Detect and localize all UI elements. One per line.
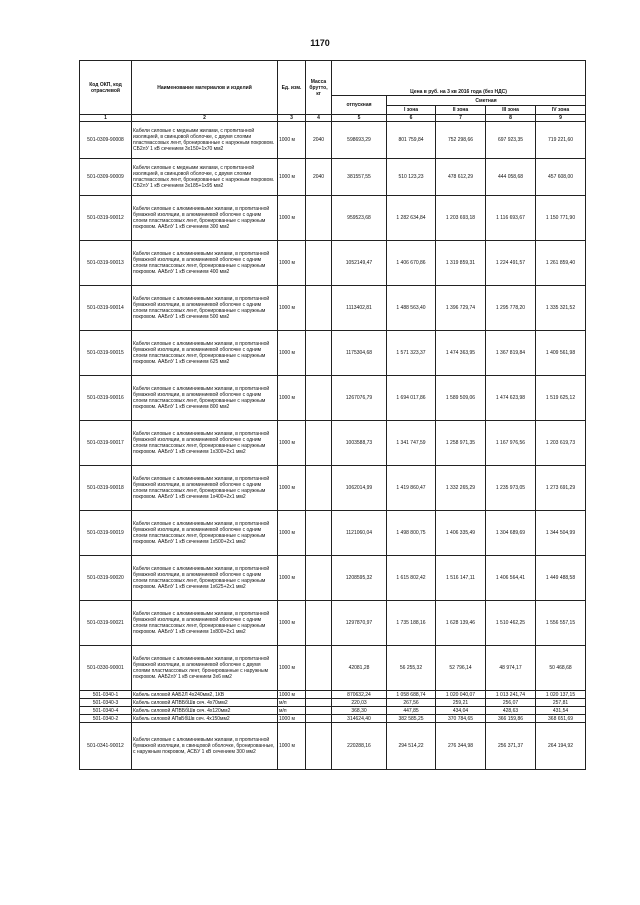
cell-release: 42081,28 — [332, 646, 387, 691]
cell-mass — [306, 723, 332, 770]
cell-unit: 1000 м — [278, 196, 306, 241]
cell-zone-1: 1 488 563,40 — [387, 286, 436, 331]
column-index: 8 — [486, 115, 536, 122]
table-row — [80, 466, 586, 511]
cell-zone-1: 447,85 — [387, 707, 436, 715]
cell-code: 501-0341-90012 — [80, 723, 132, 770]
table-row — [80, 241, 586, 286]
cell-unit: 1000 м — [278, 286, 306, 331]
table-row — [80, 715, 586, 723]
cell-zone-1: 56 255,32 — [387, 646, 436, 691]
table-row — [80, 376, 586, 421]
header-zone-3: III зона — [486, 106, 536, 115]
cell-zone-3: 366 159,86 — [486, 715, 536, 723]
column-index: 9 — [536, 115, 586, 122]
table-row — [80, 691, 586, 699]
cell-zone-1: 1 498 800,75 — [387, 511, 436, 556]
cell-code: 501-0340-4 — [80, 707, 132, 715]
cell-name: Кабели силовые с алюминиевыми жилами, в пропитанной бумажной изоляции, в алюминиевой оболочке с одним слоем пластмассовых лент, бронированные с наружным покровом. ААБлУ 1 кВ сечением 1х625+2х1 мм2 — [132, 556, 278, 601]
cell-code: 501-0319-90017 — [80, 421, 132, 466]
cell-mass — [306, 196, 332, 241]
cell-zone-4: 1 335 321,52 — [536, 286, 586, 331]
cell-zone-1: 382 585,25 — [387, 715, 436, 723]
cell-unit: 1000 м — [278, 241, 306, 286]
cell-code: 501-0319-90018 — [80, 466, 132, 511]
cell-release: 1208595,32 — [332, 556, 387, 601]
cell-zone-2: 1 319 859,31 — [436, 241, 486, 286]
column-index: 7 — [436, 115, 486, 122]
cell-zone-2: 1 589 509,06 — [436, 376, 486, 421]
cell-zone-1: 294 514,22 — [387, 723, 436, 770]
cell-mass — [306, 691, 332, 699]
cell-unit: 1000 м — [278, 646, 306, 691]
cell-zone-3: 1 304 689,69 — [486, 511, 536, 556]
cell-zone-4: 50 468,68 — [536, 646, 586, 691]
cell-zone-4: 1 449 488,58 — [536, 556, 586, 601]
cell-code: 501-0340-3 — [80, 699, 132, 707]
cell-name: Кабели силовые с алюминиевыми жилами, в пропитанной бумажной изоляции, в алюминиевой оболочке с одним слоем пластмассовых лент, бронированные с наружным покровом. ААБлУ 1 кВ сечением 400 мм2 — [132, 241, 278, 286]
cell-unit: 1000 м — [278, 723, 306, 770]
cell-release: 1062014,99 — [332, 466, 387, 511]
table-row — [80, 122, 586, 159]
header-estimate: Сметная — [387, 96, 586, 106]
cell-release: 1003588,73 — [332, 421, 387, 466]
cell-zone-3: 256 371,37 — [486, 723, 536, 770]
cell-mass — [306, 286, 332, 331]
cell-name: Кабель силовой ААБ2Л 4х240мм2, 1КВ — [132, 691, 278, 699]
cell-zone-4: 1 344 504,99 — [536, 511, 586, 556]
cell-release: 1175304,68 — [332, 331, 387, 376]
cell-mass — [306, 511, 332, 556]
cell-mass — [306, 556, 332, 601]
cell-zone-1: 801 759,84 — [387, 122, 436, 159]
cell-mass — [306, 646, 332, 691]
cell-code: 501-0319-90012 — [80, 196, 132, 241]
cell-name: Кабели силовые с алюминиевыми жилами, в пропитанной бумажной изоляции, в алюминиевой оболочке с одним слоем пластмассовых лент, бронированные с наружным покровом. ААБлУ 1 кВ сечением 500 мм2 — [132, 286, 278, 331]
table-row — [80, 707, 586, 715]
cell-name: Кабель силовой АПвБбШв сеч. 4х150мм2 — [132, 715, 278, 723]
cell-name: Кабели силовые с алюминиевыми жилами, в пропитанной бумажной изоляции, в алюминиевой оболочке с одним слоем пластмассовых лент, бронированные с наружным покровом. ААБлУ 1 кВ сечением 1х500+2х1 мм2 — [132, 511, 278, 556]
table-row — [80, 159, 586, 196]
cell-name: Кабели силовые с медными жилами, с пропитанной изоляцией, в свинцовой оболочке, с двумя слоями пластмассовых лент, бронированные с наружным покровом. СБ2лУ 1 кВ сечением 3х150+1х70 мм2 — [132, 122, 278, 159]
cell-unit: 1000 м — [278, 421, 306, 466]
cell-code: 501-0340-2 — [80, 715, 132, 723]
cell-zone-2: 52 796,14 — [436, 646, 486, 691]
table-row — [80, 511, 586, 556]
cell-release: 220,03 — [332, 699, 387, 707]
cell-zone-2: 434,04 — [436, 707, 486, 715]
cell-unit: 1000 м — [278, 122, 306, 159]
cell-mass — [306, 707, 332, 715]
cell-zone-4: 1 556 557,15 — [536, 601, 586, 646]
cell-zone-1: 1 615 802,42 — [387, 556, 436, 601]
cell-unit: м/п — [278, 707, 306, 715]
cell-zone-3: 1 235 973,05 — [486, 466, 536, 511]
cell-zone-4: 257,81 — [536, 699, 586, 707]
cell-name: Кабели силовые с алюминиевыми жилами, в пропитанной бумажной изоляции, в алюминиевой оболочке с одним слоем пластмассовых лент, бронированные с наружным покровом. ААБлУ 1 кВ сечением 1х300+2х1 мм2 — [132, 421, 278, 466]
column-index: 1 — [80, 115, 132, 122]
cell-unit: 1000 м — [278, 159, 306, 196]
cell-zone-3: 1 474 623,98 — [486, 376, 536, 421]
cell-mass — [306, 421, 332, 466]
cell-name: Кабели силовые с алюминиевыми жилами, в пропитанной бумажной изоляции, в алюминиевой оболочке с одним слоем пластмассовых лент, бронированные с наружным покровом. ААБлУ 1 кВ сечением 1х400+2х1 мм2 — [132, 466, 278, 511]
cell-unit: 1000 м — [278, 376, 306, 421]
cell-zone-4: 457 608,00 — [536, 159, 586, 196]
cell-zone-1: 1 419 860,47 — [387, 466, 436, 511]
cell-zone-4: 264 194,92 — [536, 723, 586, 770]
cell-zone-2: 370 784,65 — [436, 715, 486, 723]
table-row — [80, 699, 586, 707]
cell-unit: 1000 м — [278, 601, 306, 646]
cell-release: 381557,55 — [332, 159, 387, 196]
cell-name: Кабели силовые с алюминиевыми жилами, в пропитанной бумажной изоляции, в свинцовой оболочке, бронированные, с наружным покровом, АСБУ 1 кВ сечением 300 мм2 — [132, 723, 278, 770]
cell-zone-4: 1 150 771,90 — [536, 196, 586, 241]
price-table — [79, 60, 586, 770]
table-row — [80, 646, 586, 691]
cell-unit: 1000 м — [278, 331, 306, 376]
cell-zone-4: 719 221,60 — [536, 122, 586, 159]
table-row — [80, 556, 586, 601]
table-row — [80, 421, 586, 466]
cell-name: Кабели силовые с алюминиевыми жилами, в пропитанной бумажной изоляции, в алюминиевой оболочке с двумя слоями пластмассовых лент, бронированные с наружным покровом. ААБ2лУ 1 кВ сечением 3х6 мм2 — [132, 646, 278, 691]
cell-mass — [306, 241, 332, 286]
cell-zone-2: 752 298,66 — [436, 122, 486, 159]
cell-mass: 2040 — [306, 122, 332, 159]
cell-zone-2: 1 020 040,07 — [436, 691, 486, 699]
cell-code: 501-0340-1 — [80, 691, 132, 699]
header-zone-1: I зона — [387, 106, 436, 115]
cell-name: Кабели силовые с алюминиевыми жилами, в пропитанной бумажной изоляции, в алюминиевой оболочке с одним слоем пластмассовых лент, бронированные с наружным покровом. ААБлУ 1 кВ сечением 1х800+2х1 мм2 — [132, 601, 278, 646]
cell-mass — [306, 331, 332, 376]
cell-mass — [306, 376, 332, 421]
cell-code: 501-0309-90009 — [80, 159, 132, 196]
header-release: отпускная — [332, 96, 387, 115]
cell-zone-4: 1 409 561,98 — [536, 331, 586, 376]
table-row — [80, 331, 586, 376]
cell-code: 501-0319-90013 — [80, 241, 132, 286]
cell-release: 220288,16 — [332, 723, 387, 770]
column-index-row — [80, 115, 586, 122]
cell-code: 501-0319-90021 — [80, 601, 132, 646]
column-index: 5 — [332, 115, 387, 122]
header-name: Наименование материалов и изделий — [132, 61, 278, 115]
column-index: 2 — [132, 115, 278, 122]
cell-zone-2: 259,21 — [436, 699, 486, 707]
cell-zone-1: 1 341 747,59 — [387, 421, 436, 466]
cell-release: 1113402,81 — [332, 286, 387, 331]
cell-zone-4: 1 273 691,29 — [536, 466, 586, 511]
cell-mass — [306, 601, 332, 646]
cell-name: Кабели силовые с алюминиевыми жилами, в пропитанной бумажной изоляции, в алюминиевой оболочке с одним слоем пластмассовых лент, бронированные с наружным покровом. ААБлУ 1 кВ сечением 800 мм2 — [132, 376, 278, 421]
header-zone-2: II зона — [436, 106, 486, 115]
cell-release: 368,30 — [332, 707, 387, 715]
cell-mass — [306, 466, 332, 511]
cell-release: 314624,40 — [332, 715, 387, 723]
header-zone-4: IV зона — [536, 106, 586, 115]
cell-zone-3: 1 295 778,20 — [486, 286, 536, 331]
cell-zone-1: 1 406 670,86 — [387, 241, 436, 286]
cell-release: 1267076,79 — [332, 376, 387, 421]
cell-mass: 2040 — [306, 159, 332, 196]
cell-name: Кабели силовые с алюминиевыми жилами, в пропитанной бумажной изоляции, в алюминиевой оболочке с одним слоем пластмассовых лент, бронированные с наружным покровом. ААБлУ 1 кВ сечением 300 мм2 — [132, 196, 278, 241]
cell-code: 501-0319-90014 — [80, 286, 132, 331]
cell-zone-3: 1 367 819,84 — [486, 331, 536, 376]
table-row — [80, 723, 586, 770]
cell-unit: 1000 м — [278, 466, 306, 511]
cell-zone-1: 267,56 — [387, 699, 436, 707]
cell-zone-2: 478 612,29 — [436, 159, 486, 196]
cell-release: 1121060,04 — [332, 511, 387, 556]
cell-code: 501-0319-90019 — [80, 511, 132, 556]
cell-zone-3: 48 974,17 — [486, 646, 536, 691]
cell-zone-2: 1 203 693,18 — [436, 196, 486, 241]
cell-zone-2: 1 474 363,95 — [436, 331, 486, 376]
cell-name: Кабель силовой АПВБбШв сеч. 4х120мм2 — [132, 707, 278, 715]
cell-zone-1: 1 694 017,86 — [387, 376, 436, 421]
cell-mass — [306, 699, 332, 707]
cell-release: 870632,24 — [332, 691, 387, 699]
table-row — [80, 601, 586, 646]
cell-release: 1297870,97 — [332, 601, 387, 646]
cell-zone-4: 1 020 137,15 — [536, 691, 586, 699]
cell-zone-3: 1 224 491,57 — [486, 241, 536, 286]
table-row — [80, 286, 586, 331]
cell-mass — [306, 715, 332, 723]
cell-zone-1: 510 123,23 — [387, 159, 436, 196]
cell-zone-3: 444 058,68 — [486, 159, 536, 196]
cell-zone-3: 697 923,35 — [486, 122, 536, 159]
cell-zone-2: 1 406 335,49 — [436, 511, 486, 556]
header-mass: Масса брутто, кг — [306, 61, 332, 115]
column-index: 4 — [306, 115, 332, 122]
cell-code: 501-0319-90015 — [80, 331, 132, 376]
cell-unit: 1000 м — [278, 511, 306, 556]
cell-zone-2: 1 628 139,46 — [436, 601, 486, 646]
header-unit: Ед. изм. — [278, 61, 306, 115]
header-price-group: Цена в руб. на 3 кв 2016 года (без НДС) — [332, 61, 586, 96]
header-code: Код ОКП, код отраслевой — [80, 61, 132, 115]
cell-zone-4: 431,54 — [536, 707, 586, 715]
cell-release: 598693,29 — [332, 122, 387, 159]
cell-zone-2: 1 516 147,11 — [436, 556, 486, 601]
cell-zone-4: 1 203 619,73 — [536, 421, 586, 466]
cell-zone-3: 1 013 241,74 — [486, 691, 536, 699]
cell-zone-4: 1 519 625,12 — [536, 376, 586, 421]
column-index: 6 — [387, 115, 436, 122]
cell-zone-4: 1 261 859,40 — [536, 241, 586, 286]
cell-zone-2: 1 258 971,35 — [436, 421, 486, 466]
cell-zone-3: 1 116 693,67 — [486, 196, 536, 241]
cell-unit: 1000 м — [278, 556, 306, 601]
cell-name: Кабель силовой АПВБбШв сеч. 4х70мм2 — [132, 699, 278, 707]
cell-zone-1: 1 571 323,37 — [387, 331, 436, 376]
cell-zone-1: 1 282 634,84 — [387, 196, 436, 241]
cell-zone-3: 428,63 — [486, 707, 536, 715]
table-row — [80, 196, 586, 241]
cell-zone-3: 1 167 976,56 — [486, 421, 536, 466]
cell-code: 501-0319-90020 — [80, 556, 132, 601]
cell-code: 501-0330-90001 — [80, 646, 132, 691]
cell-release: 1052149,47 — [332, 241, 387, 286]
cell-name: Кабели силовые с алюминиевыми жилами, в пропитанной бумажной изоляции, в алюминиевой оболочке с одним слоем пластмассовых лент, бронированные с наружным покровом. ААБлУ 1 кВ сечением 625 мм2 — [132, 331, 278, 376]
cell-unit: 1000 м — [278, 715, 306, 723]
cell-zone-3: 256,07 — [486, 699, 536, 707]
cell-zone-3: 1 406 564,41 — [486, 556, 536, 601]
cell-name: Кабели силовые с медными жилами, с пропитанной изоляцией, в свинцовой оболочке, с двумя слоями пластмассовых лент, бронированные с наружным покровом. СБ2лУ 1 кВ сечением 3х185+1х95 мм2 — [132, 159, 278, 196]
cell-zone-2: 1 332 265,29 — [436, 466, 486, 511]
cell-unit: 1000 м — [278, 691, 306, 699]
cell-zone-3: 1 510 462,25 — [486, 601, 536, 646]
column-index: 3 — [278, 115, 306, 122]
cell-zone-1: 1 735 188,16 — [387, 601, 436, 646]
cell-zone-2: 1 396 729,74 — [436, 286, 486, 331]
page-number: 1170 — [310, 38, 330, 48]
cell-zone-1: 1 058 688,74 — [387, 691, 436, 699]
cell-release: 959523,68 — [332, 196, 387, 241]
cell-code: 501-0309-90008 — [80, 122, 132, 159]
cell-zone-2: 276 344,98 — [436, 723, 486, 770]
cell-code: 501-0319-90016 — [80, 376, 132, 421]
cell-zone-4: 368 651,69 — [536, 715, 586, 723]
cell-unit: м/п — [278, 699, 306, 707]
